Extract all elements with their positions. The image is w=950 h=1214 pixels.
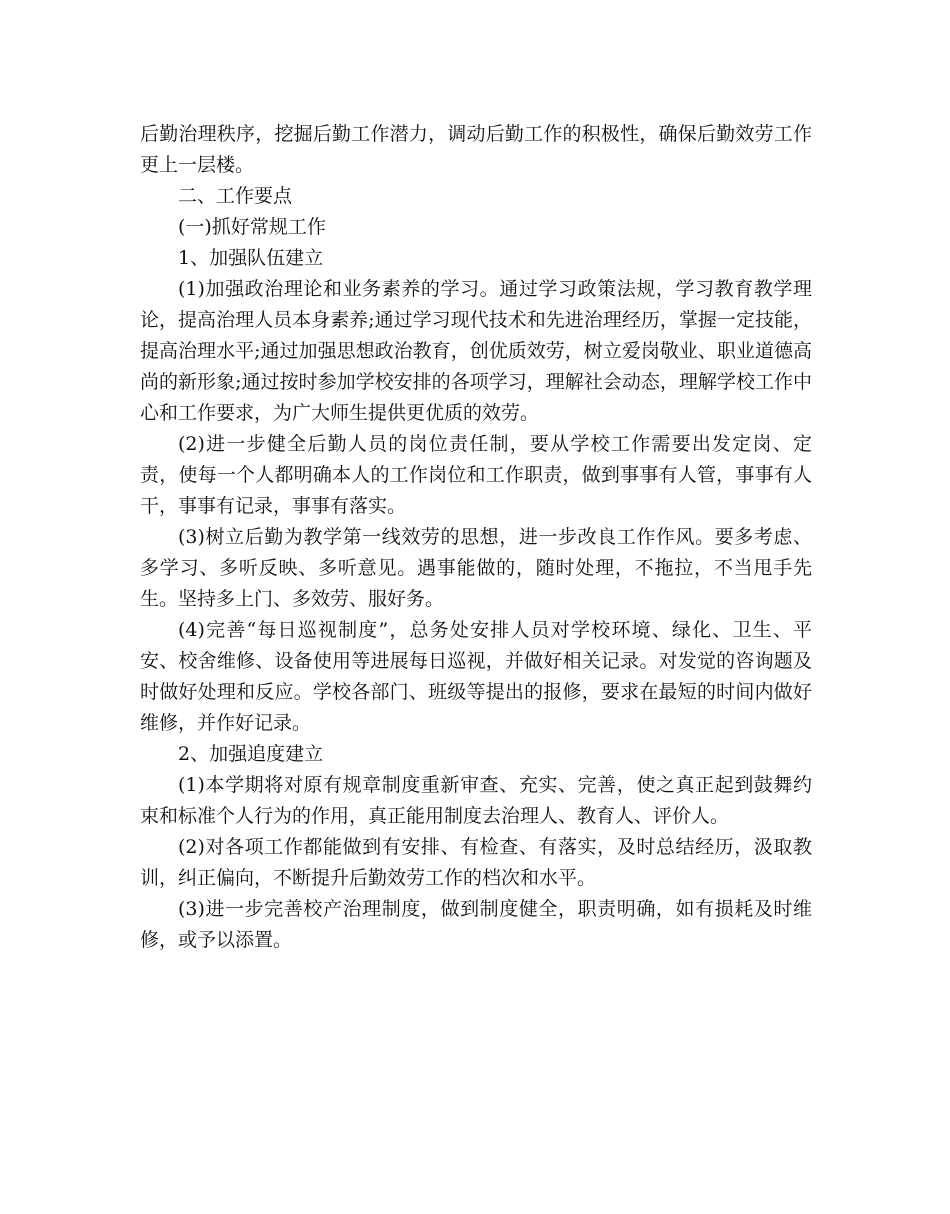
paragraph-team-item-2: (2)进一步健全后勤人员的岗位责任制，要从学校工作需要出发定岗、定责，使每一个人都明确本人的工作岗位和工作职责，做到事事有人管，事事有人干，事事有记录，事事有落实。 — [140, 433, 812, 517]
item-heading-team-building: 1、加强队伍建立 — [178, 247, 324, 269]
paragraph-system-item-3: (3)进一步完善校产治理制度，做到制度健全，职责明确，如有损耗及时维修，或予以添置。 — [140, 898, 812, 951]
paragraph-team-item-3: (3)树立后勤为教学第一线效劳的思想，进一步改良工作作风。要多考虑、多学习、多听反映、多听意见。遇事能做的，随时处理，不拖拉，不当甩手先生。坚持多上门、多效劳、服好务。 — [140, 526, 812, 610]
paragraph-system-item-1: (1)本学期将对原有规章制度重新审查、充实、完善，使之真正起到鼓舞约束和标准个人行为的作用，真正能用制度去治理人、教育人、评价人。 — [140, 774, 812, 827]
item-heading-system-building: 2、加强追度建立 — [178, 743, 324, 765]
paragraph-team-item-4: (4)完善“每日巡视制度”，总务处安排人员对学校环境、绿化、卫生、平安、校舍维修、设备使用等进展每日巡视，并做好相关记录。对发觉的咨询题及时做好处理和反应。学校各部门、班级等提出的报修，要求在最短的时间内做好维修，并作好记录。 — [140, 619, 812, 734]
document-body — [140, 119, 812, 956]
subsection-heading-routine-work: (一)抓好常规工作 — [178, 216, 326, 238]
paragraph-system-item-2: (2)对各项工作都能做到有安排、有检查、有落实，及时总结经历，汲取教训，纠正偏向，不断提升后勤效劳工作的档次和水平。 — [140, 836, 812, 889]
section-heading-work-points: 二、工作要点 — [178, 185, 293, 207]
paragraph-team-item-1: (1)加强政治理论和业务素养的学习。通过学习政策法规，学习教育教学理论，提高治理人员本身素养;通过学习现代技术和先进治理经历，掌握一定技能，提高治理水平;通过加强思想政治教育，创优质效劳，树立爱岗敬业、职业道德高尚的新形象;通过按时参加学校安排的各项学习，理解社会动态，理解学校工作中心和工作要求，为广大师生提供更优质的效劳。 — [140, 278, 812, 424]
paragraph-continuation: 后勤治理秩序，挖掘后勤工作潜力，调动后勤工作的积极性，确保后勤效劳工作更上一层楼。 — [140, 123, 812, 176]
